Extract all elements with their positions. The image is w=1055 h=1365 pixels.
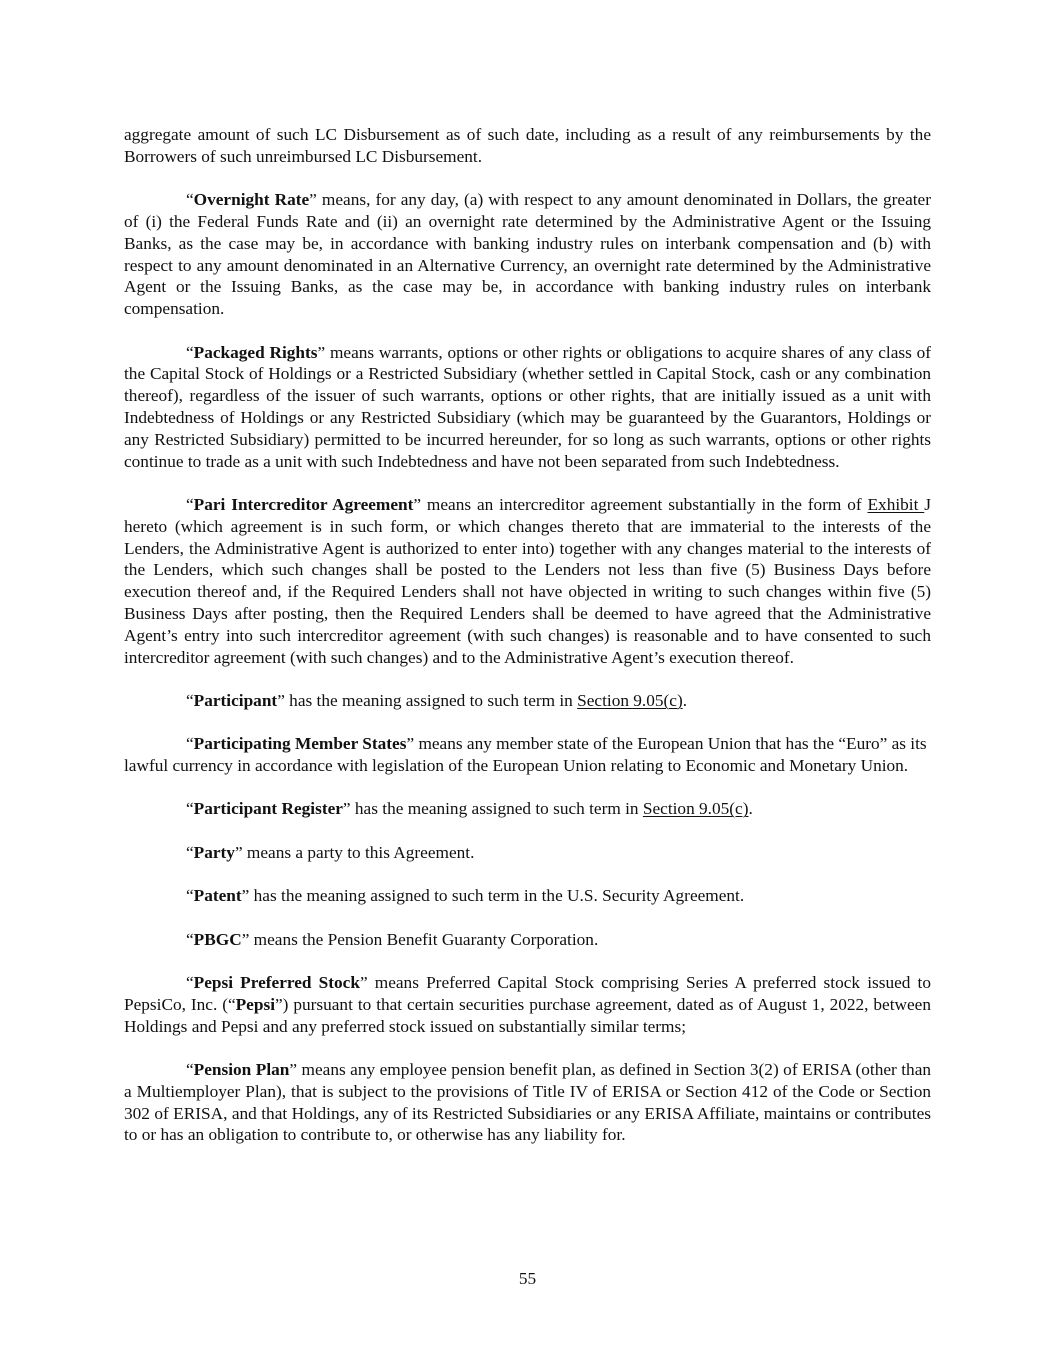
section-reference: Section 9.05(c): [642, 799, 749, 819]
defined-term: Participant Register: [193, 799, 343, 819]
defined-term: Participating Member States: [193, 734, 407, 754]
definition-pari-intercreditor-agreement: “Pari Intercreditor Agreement” means an intercreditor agreement substantially in the form of Exhibit J hereto (which agreement is in such form, or which changes thereto that are immaterial to the interests of the Lenders, the Administrative Agent is authorized to enter into) together with any changes material to the interests of the Lenders, which such changes shall be posted to the Lenders not less than five (5) Business Days before execution thereof and, if the Required Lenders shall not have objected in writing to such changes within five (5) Business Days after posting, then the Required Lenders shall be deemed to have agreed that the Administrative Agent’s entry into such intercreditor agreement (with such changes) is reasonable and to have consented to such intercreditor agreement (with such changes) and to the Administrative Agent’s execution thereof.: [124, 494, 931, 667]
defined-term: PBGC: [193, 929, 242, 949]
definition-patent: “Patent” has the meaning assigned to such term in the U.S. Security Agreement.: [186, 886, 745, 906]
defined-term: Pepsi Preferred Stock: [193, 973, 360, 993]
definition-participant: “Participant” has the meaning assigned to such term in Section 9.05(c).: [186, 690, 688, 710]
definition-pension-plan: “Pension Plan” means any employee pension benefit plan, as defined in Section 3(2) of ERISA (other than a Multiemployer Plan), that is subject to the provisions of Title IV of ERISA or Section 412 of the Code or Section 302 of ERISA, and that Holdings, any of its Restricted Subsidiaries or any ERISA Affiliate, maintains or contributes to or has an obligation to contribute to, or otherwise has any liability for.: [124, 1060, 932, 1145]
document-body: [124, 124, 931, 1168]
exhibit-reference: Exhibit: [867, 494, 925, 514]
defined-term: Overnight Rate: [193, 190, 310, 210]
defined-term: Party: [193, 842, 235, 862]
definition-participant-register: “Participant Register” has the meaning assigned to such term in Section 9.05(c).: [186, 799, 753, 819]
defined-term: Participant: [193, 690, 278, 710]
definition-participating-member-states: “Participating Member States” means any member state of the European Union that has the “Euro” as its lawful currency in accordance with legislation of the European Union relating to Economic and Monetary Union.: [124, 734, 927, 776]
definition-party: “Party” means a party to this Agreement.: [186, 842, 475, 862]
defined-term: Patent: [193, 886, 242, 906]
definition-pepsi-preferred-stock: “Pepsi Preferred Stock” means Preferred Capital Stock comprising Series A preferred stock issued to PepsiCo, Inc. (“Pepsi”) pursuant to that certain securities purchase agreement, dated as of August 1, 2022, between Holdings and Pepsi and any preferred stock issued on substantially similar terms;: [124, 973, 931, 1036]
definition-continuation: aggregate amount of such LC Disbursement as of such date, including as a result of any reimbursements by the Borrowers of such unreimbursed LC Disbursement.: [124, 125, 931, 166]
defined-term: Pension Plan: [193, 1060, 290, 1080]
definition-overnight-rate: “Overnight Rate” means, for any day, (a) with respect to any amount denominated in Dollars, the greater of (i) the Federal Funds Rate and (ii) an overnight rate determined by the Administrative Agent or the Issuing Banks, as the case may be, in accordance with banking industry rules on interbank compensation and (b) with respect to any amount denominated in an Alternative Currency, an overnight rate determined by the Administrative Agent or the Issuing Banks, as the case may be, in accordance with banking industry rules on interbank compensation.: [124, 190, 931, 319]
page-number: 55: [518, 1269, 537, 1288]
defined-term-inner: Pepsi: [235, 994, 275, 1014]
defined-term: Packaged Rights: [193, 342, 318, 362]
defined-term: Pari Intercreditor Agreement: [193, 494, 414, 514]
section-reference: Section 9.05(c): [577, 690, 683, 710]
definition-packaged-rights: “Packaged Rights” means warrants, options or other rights or obligations to acquire shares of any class of the Capital Stock of Holdings or a Restricted Subsidiary (whether settled in Capital Stock, cash or any combination thereof), regardless of the issuer of such warrants, options or other rights, that are initially issued as a unit with Indebtedness of Holdings or any Restricted Subsidiary (which may be guaranteed by the Guarantors, Holdings or any Restricted Subsidiary) permitted to be incurred hereunder, for so long as such warrants, options or other rights continue to trade as a unit with such Indebtedness and have not been separated from such Indebtedness.: [124, 342, 932, 471]
definition-pbgc: “PBGC” means the Pension Benefit Guaranty Corporation.: [186, 929, 599, 949]
